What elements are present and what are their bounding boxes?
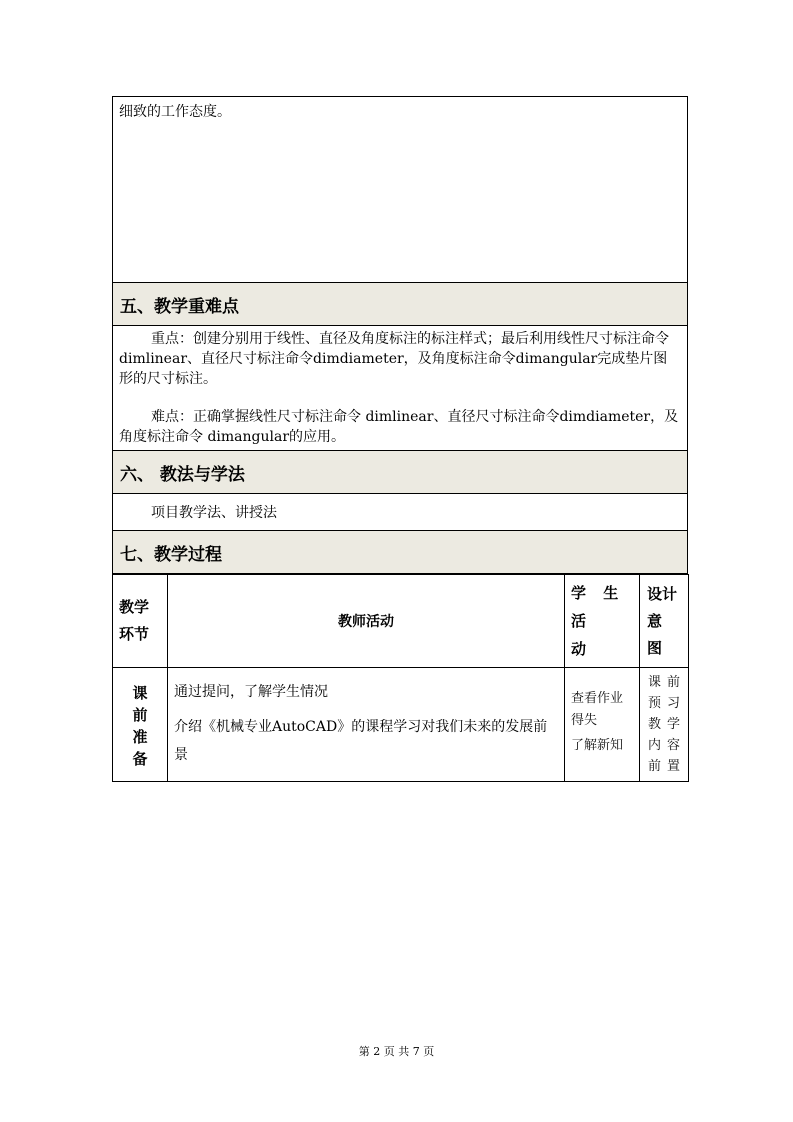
page-footer: 第 2 页 共 7 页	[358, 1045, 435, 1058]
section6-body	[113, 494, 688, 531]
teaching-process-table	[112, 574, 689, 782]
stage-cell: 课 前 准 备	[113, 668, 168, 782]
difficulties-text: 难点：正确掌握线性尺寸标注命令 dimlinear、直径尺寸标注命令dimdiameter，及角度标注命令 dimangular的应用。	[119, 409, 679, 445]
table-row	[113, 668, 689, 782]
student-activity-cell: 查看作业得失 了解新知	[565, 668, 640, 782]
section6-heading: 六、 教法与学法	[113, 451, 688, 494]
teaching-method-text: 项目教学法、讲授法	[151, 505, 277, 521]
spacer	[119, 389, 681, 407]
teacher-activity-cell: 通过提问，了解学生情况 介绍《机械专业AutoCAD》的课程学习对我们未来的发展前景	[168, 668, 565, 782]
continuation-text: 细致的工作态度。	[119, 104, 231, 120]
continuation-cell	[113, 97, 688, 283]
section7-heading: 七、教学过程	[113, 531, 688, 574]
document-page	[112, 96, 688, 782]
key-points-text: 重点：创建分别用于线性、直径及角度标注的标注样式；最后利用线性尺寸标注命令 dimlinear、直径尺寸标注命令dimdiameter，及角度标注命令dimangular完成垫片图形的尺寸标注。	[119, 331, 669, 387]
column-header-teacher: 教师活动	[168, 575, 565, 668]
section5-heading: 五、教学重难点	[113, 283, 688, 326]
design-intent-cell: 课前 预习 教学 内容 前置	[640, 668, 689, 782]
column-header-intent: 设计 意 图	[640, 575, 689, 668]
column-header-stage: 教学 环节	[113, 575, 168, 668]
lesson-plan-table	[112, 96, 688, 574]
section5-body	[113, 326, 688, 451]
column-header-student: 学 生 活 动	[565, 575, 640, 668]
